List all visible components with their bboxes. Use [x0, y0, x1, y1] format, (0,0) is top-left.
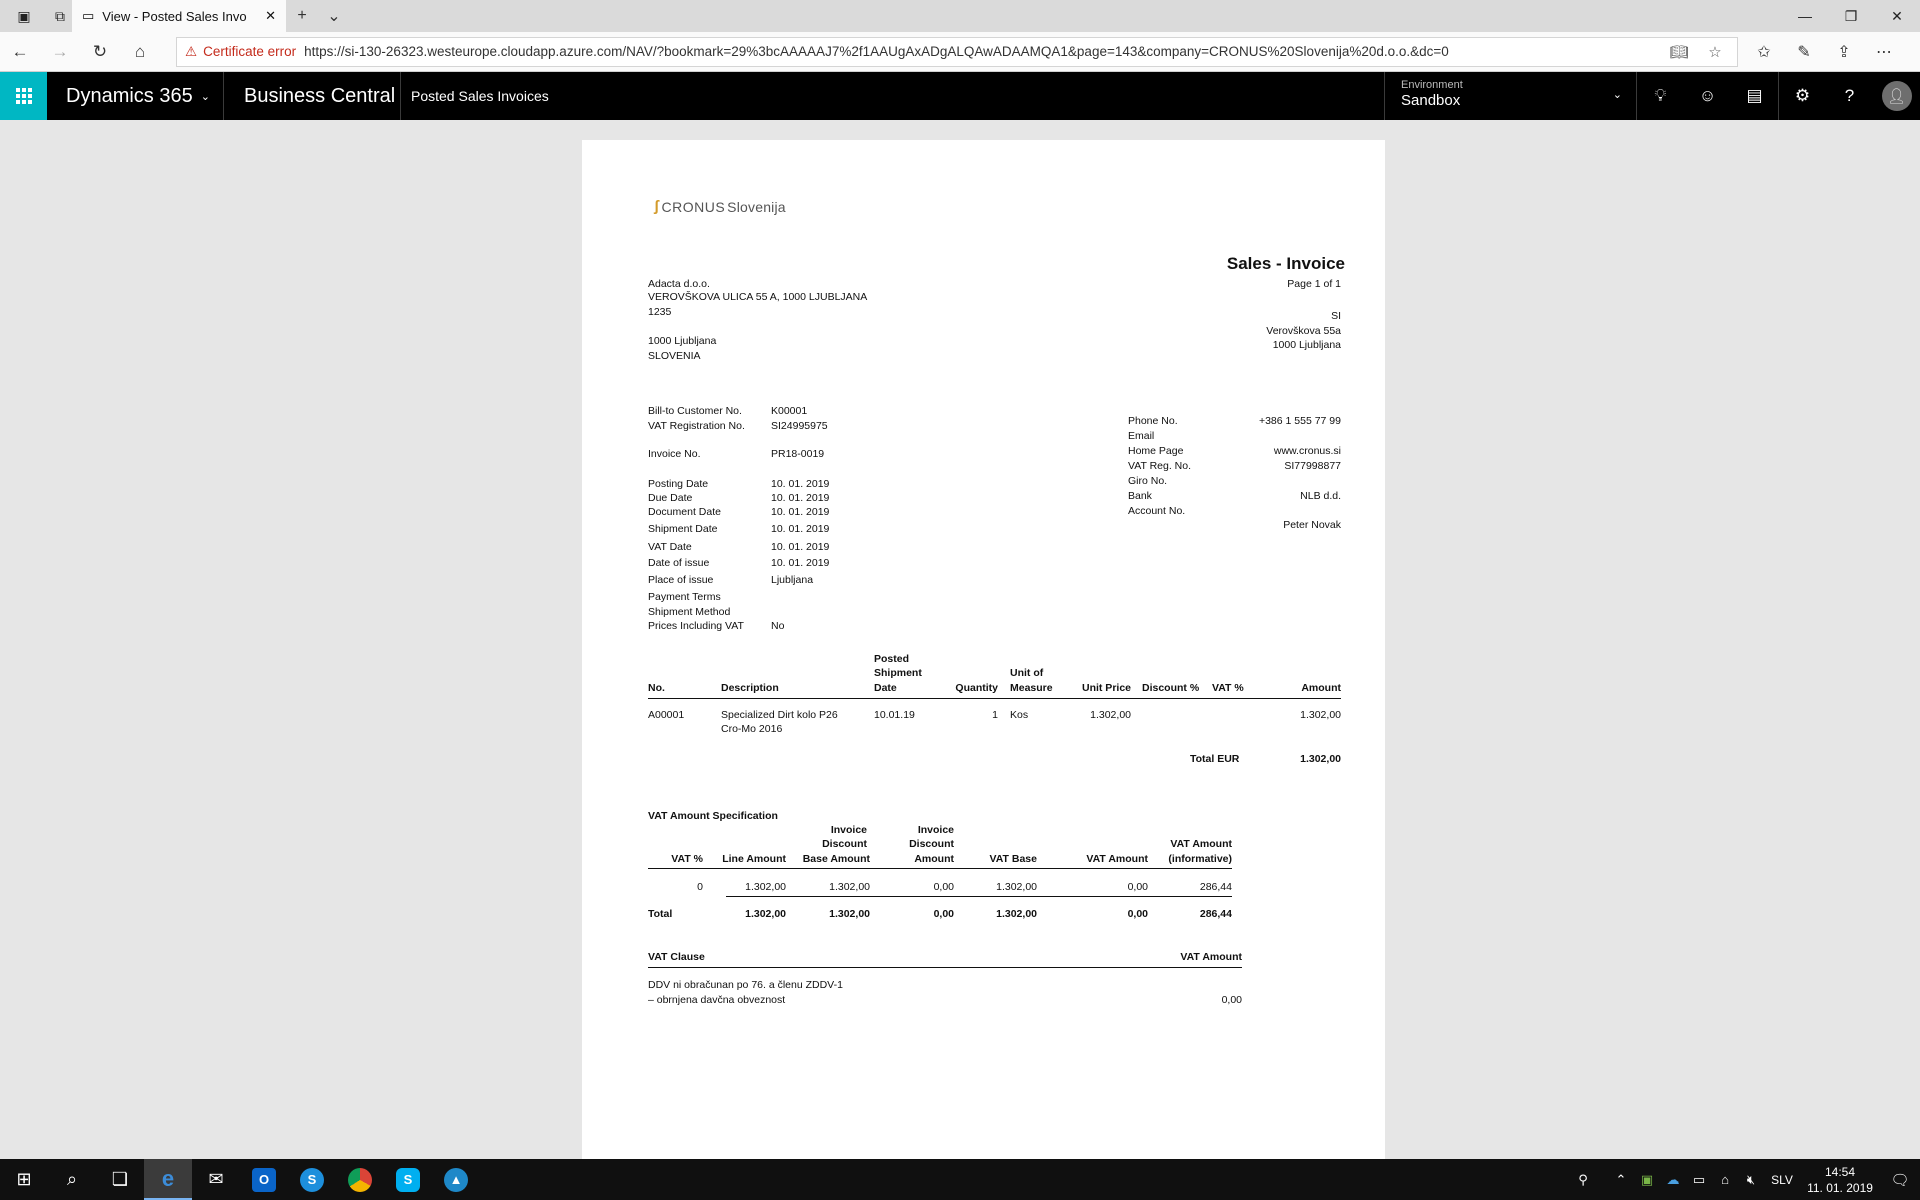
salesperson: Peter Novak — [1283, 519, 1341, 531]
vat-spec-total-label: Total — [648, 908, 673, 920]
vat-spec-total-vatbase: 1.302,00 — [996, 908, 1037, 920]
company-street: Verovškova 55a — [1266, 325, 1341, 337]
vat-clause-rule — [648, 967, 1242, 968]
vat-spec-h-disc-3: Amount — [914, 853, 954, 865]
taskbar-skype-business[interactable] — [288, 1159, 336, 1200]
tab-title: View - Posted Sales Invo — [102, 8, 247, 24]
vat-spec-h-base-1: Invoice — [830, 824, 867, 836]
minimize-button[interactable]: — — [1798, 8, 1812, 24]
col-posted-2: Shipment — [874, 667, 922, 679]
vat-spec-h-base-3: Base Amount — [802, 853, 870, 865]
line-desc-1: Specialized Dirt kolo P26 — [721, 709, 838, 721]
outlook-icon: O — [252, 1168, 276, 1192]
forward-button[interactable]: → — [51, 41, 69, 61]
col-posted-1: Posted — [874, 653, 910, 665]
prices-incl-vat-label: Prices Including VAT — [648, 620, 744, 632]
vat-spec-h-info-1: VAT Amount — [1170, 838, 1232, 850]
vat-date-value: 10. 01. 2019 — [771, 541, 830, 553]
company-city: 1000 Ljubljana — [1272, 339, 1341, 351]
vat-spec-total-base: 1.302,00 — [829, 908, 870, 920]
taskbar-app-arrow[interactable] — [432, 1159, 480, 1200]
customer-address: VEROVŠKOVA ULICA 55 A, 1000 LJUBLJANA — [648, 291, 868, 303]
restore-button[interactable]: ❐ — [1844, 7, 1858, 24]
date-of-issue-label: Date of issue — [648, 557, 710, 569]
user-avatar-button[interactable] — [1873, 72, 1920, 120]
refresh-button[interactable]: ↻ — [92, 41, 108, 61]
vat-date-label: VAT Date — [648, 541, 692, 553]
line-no: A00001 — [648, 709, 685, 721]
chevron-down-icon: ⌄ — [1612, 89, 1622, 101]
company-vat-reg-value: SI77998877 — [1284, 460, 1341, 472]
close-tab-icon[interactable]: ✕ — [265, 8, 276, 23]
vat-spec-h-base-2: Discount — [822, 838, 867, 850]
payment-terms-label: Payment Terms — [648, 591, 721, 603]
share-icon[interactable]: ⇪ — [1837, 43, 1851, 61]
place-of-issue-value: Ljubljana — [771, 574, 814, 586]
app-launcher-button[interactable] — [0, 72, 47, 120]
url-bar[interactable] — [176, 37, 1738, 67]
mail-icon: ✉ — [208, 1169, 224, 1189]
due-date-label: Due Date — [648, 492, 693, 504]
vat-spec-h-info-2: (informative) — [1168, 853, 1232, 865]
vat-spec-h-vat: VAT % — [671, 853, 703, 865]
line-unit-price: 1.302,00 — [1090, 709, 1131, 721]
clock[interactable]: 14:54 11. 01. 2019 — [1807, 1164, 1873, 1195]
invoice-title: Sales - Invoice — [1226, 254, 1345, 273]
pen-icon[interactable]: ✎ — [1797, 43, 1811, 61]
customer-country: SLOVENIA — [648, 350, 701, 362]
line-qty: 1 — [992, 709, 998, 721]
prices-incl-vat-value: No — [771, 620, 785, 632]
shipment-date-value: 10. 01. 2019 — [771, 523, 830, 535]
lines-header-rule — [648, 698, 1341, 699]
more-icon[interactable]: ⋯ — [1876, 43, 1892, 61]
bank-label: Bank — [1128, 490, 1152, 502]
document-date-value: 10. 01. 2019 — [771, 506, 830, 518]
warning-icon: ⚠ — [185, 43, 198, 59]
browser-tab-active[interactable] — [72, 0, 286, 32]
col-uom-2: Measure — [1010, 682, 1053, 694]
vat-clause-title: VAT Clause — [648, 951, 705, 963]
cronus-logo-mark-icon: ʃ — [654, 198, 660, 215]
vat-spec-total-rule — [726, 896, 1232, 897]
left-rail — [0, 120, 47, 1159]
chevron-down-icon: ⌄ — [200, 90, 210, 103]
tab-manager-icon[interactable]: ▣ — [17, 7, 31, 24]
browser-tab-strip — [0, 0, 1920, 32]
col-description: Description — [721, 682, 779, 694]
total-label: Total EUR — [1190, 753, 1240, 765]
skype-icon: S — [396, 1168, 420, 1192]
taskbar-chrome[interactable] — [336, 1159, 384, 1200]
company-logo: ʃ CRONUS Slovenija — [654, 198, 786, 215]
certificate-error-indicator[interactable]: ⚠ Certificate error — [185, 43, 297, 59]
tabs-aside-icon[interactable]: ⧉ — [55, 7, 65, 24]
edge-icon: e — [161, 1165, 175, 1191]
page-icon: ▭ — [82, 8, 95, 23]
email-label: Email — [1128, 430, 1155, 442]
invoice-no-label: Invoice No. — [648, 448, 701, 460]
battery-icon[interactable]: ▭ — [1692, 1171, 1706, 1187]
vat-spec-row-disc: 0,00 — [933, 881, 954, 893]
vat-clause-text-2: – obrnjena davčna obveznost — [648, 994, 786, 1006]
page-counter: Page 1 of 1 — [1287, 278, 1341, 290]
col-discount: Discount % — [1142, 682, 1200, 694]
due-date-value: 10. 01. 2019 — [771, 492, 830, 504]
new-tab-button[interactable]: + — [297, 7, 307, 24]
place-of-issue-label: Place of issue — [648, 574, 714, 586]
task-view-icon[interactable]: ❏ — [111, 1169, 129, 1189]
vat-spec-row-line: 1.302,00 — [745, 881, 786, 893]
bill-to-value: K00001 — [771, 405, 808, 417]
vat-spec-title: VAT Amount Specification — [648, 810, 778, 822]
customer-city: 1000 Ljubljana — [648, 335, 717, 347]
chevron-up-icon[interactable]: ⌃ — [1615, 1171, 1627, 1187]
vat-spec-row-vatamt: 0,00 — [1127, 881, 1148, 893]
dynamics-365-menu[interactable]: Dynamics 365 ⌄ — [47, 72, 224, 120]
col-quantity: Quantity — [955, 682, 998, 694]
date-of-issue-value: 10. 01. 2019 — [771, 557, 830, 569]
vat-spec-total-disc: 0,00 — [933, 908, 954, 920]
avatar-person-icon: 👤︎ — [1882, 81, 1912, 111]
vat-reg-label: VAT Registration No. — [648, 420, 745, 432]
taskbar-outlook[interactable] — [240, 1159, 288, 1200]
windows-taskbar — [0, 1159, 1920, 1200]
company-country-code: SI — [1331, 310, 1341, 322]
document-date-label: Document Date — [648, 506, 721, 518]
taskbar-edge[interactable] — [144, 1159, 192, 1200]
tab-preview-chevron-icon[interactable]: ⌄ — [327, 8, 341, 25]
shipment-date-label: Shipment Date — [648, 523, 718, 535]
favorite-star-icon[interactable]: ☆ — [1708, 43, 1722, 61]
home-page-value: www.cronus.si — [1273, 445, 1341, 457]
vat-clause-text-1: DDV ni obračunan po 76. a členu ZDDV-1 — [648, 979, 843, 991]
input-language[interactable]: SLV — [1771, 1172, 1793, 1187]
system-tray — [1570, 1159, 1920, 1200]
help-icon[interactable]: ? — [1844, 86, 1855, 105]
line-uom: Kos — [1010, 709, 1029, 721]
col-unit-price: Unit Price — [1081, 682, 1131, 694]
back-button[interactable]: ← — [11, 41, 29, 61]
company-vat-reg-label: VAT Reg. No. — [1128, 460, 1192, 472]
line-date: 10.01.19 — [874, 709, 915, 721]
bill-to-label: Bill-to Customer No. — [648, 405, 742, 417]
line-amount: 1.302,00 — [1300, 709, 1341, 721]
col-amount: Amount — [1301, 682, 1341, 694]
total-value: 1.302,00 — [1300, 753, 1341, 765]
favorites-hub-icon[interactable]: ✩ — [1757, 43, 1771, 61]
home-button[interactable]: ⌂ — [134, 41, 146, 61]
app-tray-icon[interactable]: ▣ — [1640, 1171, 1654, 1187]
invoice-document — [582, 140, 1385, 1159]
settings-gear-icon[interactable]: ⚙ — [1794, 86, 1811, 105]
notification-icon[interactable]: 🗨︎ — [1890, 1171, 1910, 1189]
vat-spec-row-vat: 0 — [697, 881, 703, 893]
app-header — [0, 72, 1920, 120]
vat-spec-h-disc-2: Discount — [909, 838, 954, 850]
customer-name: Adacta d.o.o. — [648, 278, 710, 290]
close-window-button[interactable]: ✕ — [1891, 7, 1903, 24]
vat-spec-row-info: 286,44 — [1199, 881, 1232, 893]
phone-value: +386 1 555 77 99 — [1258, 415, 1341, 427]
phone-label: Phone No. — [1128, 415, 1178, 427]
vat-spec-h-disc-1: Invoice — [917, 824, 954, 836]
posting-date-value: 10. 01. 2019 — [771, 478, 830, 490]
col-no: No. — [648, 682, 665, 694]
people-icon[interactable]: ⚲ — [1578, 1171, 1588, 1187]
chat-icon[interactable]: ▤ — [1746, 86, 1763, 105]
line-desc-2: Cro-Mo 2016 — [721, 723, 783, 735]
vat-spec-h-vatbase: VAT Base — [989, 853, 1037, 865]
app-name[interactable]: Business Central — [224, 72, 401, 120]
vat-clause-amount-label: VAT Amount — [1180, 951, 1242, 963]
vat-spec-h-line: Line Amount — [722, 853, 786, 865]
home-page-label: Home Page — [1128, 445, 1184, 457]
vat-spec-total-vatamt: 0,00 — [1127, 908, 1148, 920]
taskbar-skype[interactable] — [384, 1159, 432, 1200]
customer-code: 1235 — [648, 306, 672, 318]
taskbar-mail[interactable] — [192, 1159, 240, 1200]
onedrive-icon[interactable]: ☁ — [1666, 1171, 1680, 1187]
vat-spec-total-line: 1.302,00 — [745, 908, 786, 920]
invoice-no-value: PR18-0019 — [771, 448, 825, 460]
environment-selector[interactable]: Environment Sandbox ⌄ — [1384, 72, 1637, 120]
vat-spec-total-info: 286,44 — [1199, 908, 1232, 920]
lightbulb-icon[interactable]: 💡︎ — [1654, 86, 1667, 105]
vat-spec-h-vatamt: VAT Amount — [1086, 853, 1148, 865]
account-label: Account No. — [1128, 505, 1186, 517]
col-vat: VAT % — [1212, 682, 1244, 694]
vat-spec-header-rule — [648, 868, 1232, 869]
vat-reg-value: SI24995975 — [771, 420, 828, 432]
skype-business-icon: S — [300, 1168, 324, 1192]
vat-spec-row-base: 1.302,00 — [829, 881, 870, 893]
bank-value: NLB d.d. — [1300, 490, 1341, 502]
page-title: Posted Sales Invoices — [411, 88, 549, 104]
vat-spec-row-vatbase: 1.302,00 — [996, 881, 1037, 893]
smiley-feedback-icon[interactable]: ☺ — [1698, 86, 1717, 105]
start-windows-icon[interactable]: ⊞ — [16, 1169, 32, 1189]
col-uom-1: Unit of — [1010, 667, 1044, 679]
reading-view-icon[interactable]: 📖︎ — [1669, 43, 1689, 61]
address-bar-row — [0, 32, 1920, 72]
giro-label: Giro No. — [1128, 475, 1168, 487]
triangle-app-icon: ▲ — [444, 1168, 468, 1192]
waffle-icon — [16, 88, 32, 104]
col-posted-3: Date — [874, 682, 897, 694]
vat-clause-amount: 0,00 — [1221, 994, 1242, 1006]
shipment-method-label: Shipment Method — [648, 606, 731, 618]
volume-muted-icon[interactable]: 🔇︎ — [1746, 1171, 1756, 1187]
chrome-icon — [348, 1168, 372, 1192]
url-text[interactable]: https://si-130-26323.westeurope.cloudapp.azure.com/NAV/?bookmark=29%3bcAAAAAJ7%2f1AAUgAxADgALQAwADAAMQA1&page=143&company=CRONUS%20Slovenija%20d.o.o.&dc=0 — [304, 44, 1449, 59]
search-icon[interactable]: ⌕ — [66, 1169, 78, 1189]
network-icon[interactable]: ⌂ — [1721, 1172, 1729, 1187]
posting-date-label: Posting Date — [648, 478, 709, 490]
